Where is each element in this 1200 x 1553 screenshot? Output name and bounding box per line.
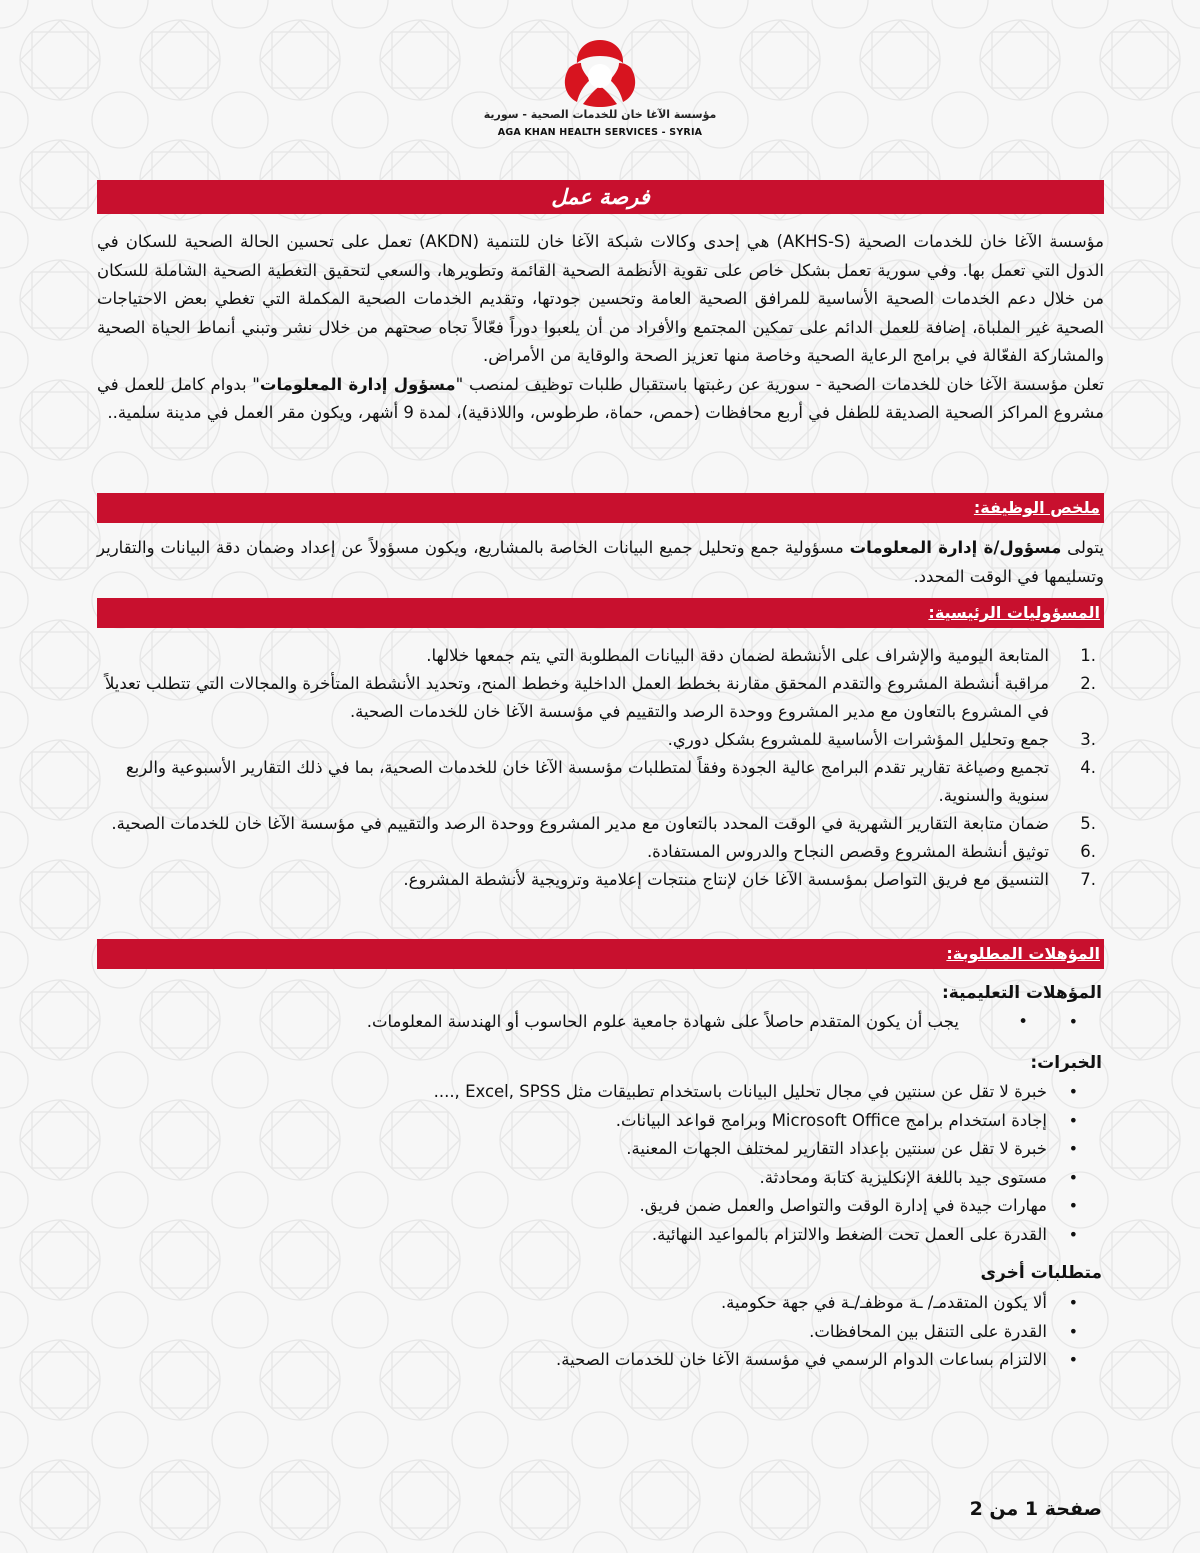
responsibilities-list (97, 642, 1104, 894)
experience-list (97, 1078, 1104, 1249)
other-requirements-list (97, 1289, 1104, 1375)
logo-mark-icon (559, 38, 641, 108)
org-name-english: AGA KHAN HEALTH SERVICES - SYRIA (497, 127, 703, 138)
education-heading: المؤهلات التعليمية: (941, 983, 1102, 1003)
list-item: 6. توثيق أنشطة المشروع وقصص النجاح والدروس المستفادة. (646, 842, 1096, 861)
announcement-text-end: " بدوام كامل للعمل في مشروع المراكز الصحية الصديقة للطفل في أربع محافظات (حمص، حماة، طرطوس، واللاذقية)، لمدة 9 أشهر، ويكون مقر العمل في مدينة سلمية.. (97, 374, 1104, 422)
list-item: • خبرة لا تقل عن سنتين في مجال تحليل البيانات باستخدام تطبيقات مثل Excel, SPSS ,.... (97, 1078, 1104, 1107)
list-item: 5. ضمان متابعة التقارير الشهرية في الوقت المحدد بالتعاون مع مدير المشروع ووحدة الرصد والتقييم في مؤسسة الآغا خان للخدمات الصحية. (111, 814, 1096, 833)
list-item: 7. التنسيق مع فريق التواصل بمؤسسة الآغا خان لإنتاج منتجات إعلامية وترويجية لأنشطة المشروع. (403, 870, 1096, 889)
list-item: • القدرة على العمل تحت الضغط والالتزام بالمواعيد النهائية. (97, 1221, 1104, 1250)
list-item: • • يجب أن يكون المتقدم حاصلاً على شهادة جامعية علوم الحاسوب أو الهندسة المعلومات. (97, 1008, 1104, 1037)
other-requirements-heading: متطلبات أخرى (980, 1263, 1102, 1283)
list-item: • القدرة على التنقل بين المحافظات. (97, 1318, 1104, 1347)
experience-heading: الخبرات: (1030, 1053, 1102, 1073)
list-item: • الالتزام بساعات الدوام الرسمي في مؤسسة الآغا خان للخدمات الصحية. (97, 1346, 1104, 1375)
list-item: • إجادة استخدام برامج Microsoft Office وبرامج قواعد البيانات. (97, 1107, 1104, 1136)
list-item: 2. مراقبة أنشطة المشروع والتقدم المحقق مقارنة بخطط العمل الداخلية وخطط المنح، وتحديد الأنشطة المتأخرة والمجالات التي تتطلب تعديلاً في المشروع بالتعاون مع مدير المشروع ووحدة الرصد والتقييم في مؤسسة الآغا خان للخدمات الصحية. (104, 674, 1096, 721)
position-title: مسؤول إدارة المعلومات (259, 374, 456, 394)
announcement-text-start: تعلن مؤسسة الآغا خان للخدمات الصحية - سورية عن رغبتها باستقبال طلبات توظيف لمنصب " (455, 374, 1104, 394)
responsibilities-heading: المسؤوليات الرئيسية: (97, 598, 1104, 628)
job-summary-heading: ملخص الوظيفة: (97, 493, 1104, 523)
akhs-logo (540, 38, 660, 158)
list-item: • خبرة لا تقل عن سنتين بإعداد التقارير لمختلف الجهات المعنية. (97, 1135, 1104, 1164)
qualifications-heading: المؤهلات المطلوبة: (97, 939, 1104, 969)
list-item: 4. تجميع وصياغة تقارير تقدم البرامج عالية الجودة وفقاً لمتطلبات مؤسسة الآغا خان للخدمات الصحية، بما في ذلك التقارير الأسبوعية والربع سنوية والسنوية. (125, 758, 1096, 805)
summary-text-start: يتولى (1061, 538, 1105, 557)
list-item: • مهارات جيدة في إدارة الوقت والتواصل والعمل ضمن فريق. (97, 1192, 1104, 1221)
list-item: • ألا يكون المتقدمـ/ ـة موظفـ/ـة في جهة حكومية. (97, 1289, 1104, 1318)
summary-text-end: مسؤولية جمع وتحليل جميع البيانات الخاصة بالمشاريع، ويكون مسؤولاً عن إعداد وضمان دقة البيانات والتقارير وتسليمها في الوقت المحدد. (97, 538, 1104, 586)
list-item: 3. جمع وتحليل المؤشرات الأساسية للمشروع بشكل دوري. (667, 730, 1096, 749)
page-title: فرصة عمل (97, 180, 1104, 214)
education-list (97, 1008, 1104, 1037)
intro-paragraph (97, 228, 1104, 428)
job-summary-text (97, 534, 1104, 591)
list-item: • مستوى جيد باللغة الإنكليزية كتابة ومحادثة. (97, 1164, 1104, 1193)
list-item: 1. المتابعة اليومية والإشراف على الأنشطة لضمان دقة البيانات المطلوبة التي يتم جمعها خلالها. (426, 646, 1096, 665)
page-number: صفحة 1 من 2 (969, 1498, 1102, 1520)
intro-text: مؤسسة الآغا خان للخدمات الصحية (AKHS-S) هي إحدى وكالات شبكة الآغا خان للتنمية (AKDN) تعمل على تحسين الحالة الصحية للسكان في الدول التي تعمل بها. وفي سورية تعمل بشكل خاص على تقوية الأنظمة الصحية القائمة وتطويرها، والسعي لتحقيق التغطية الصحية الشاملة للسكان من خلال دعم الخدمات الصحية الأساسية للمرافق الصحية العامة وتحسين جودتها، وتقديم الخدمات الصحية المكملة التي تغطي بعض الاحتياجات الصحية غير الملباة، إضافة للعمل الدائم على تمكين المجتمع والأفراد من أن يلعبوا دوراً فعّالاً تجاه صحتهم من خلال نشر وتبني أنماط الحياة الصحية والمشاركة الفعّالة في برامج الرعاية الصحية وخاصة منها تعزيز الصحة والوقاية من الأمراض. (97, 232, 1105, 365)
summary-position-title: مسؤول/ة إدارة المعلومات (849, 538, 1062, 557)
org-name-arabic: مؤسسة الآغا خان للخدمات الصحية - سورية (483, 108, 717, 121)
